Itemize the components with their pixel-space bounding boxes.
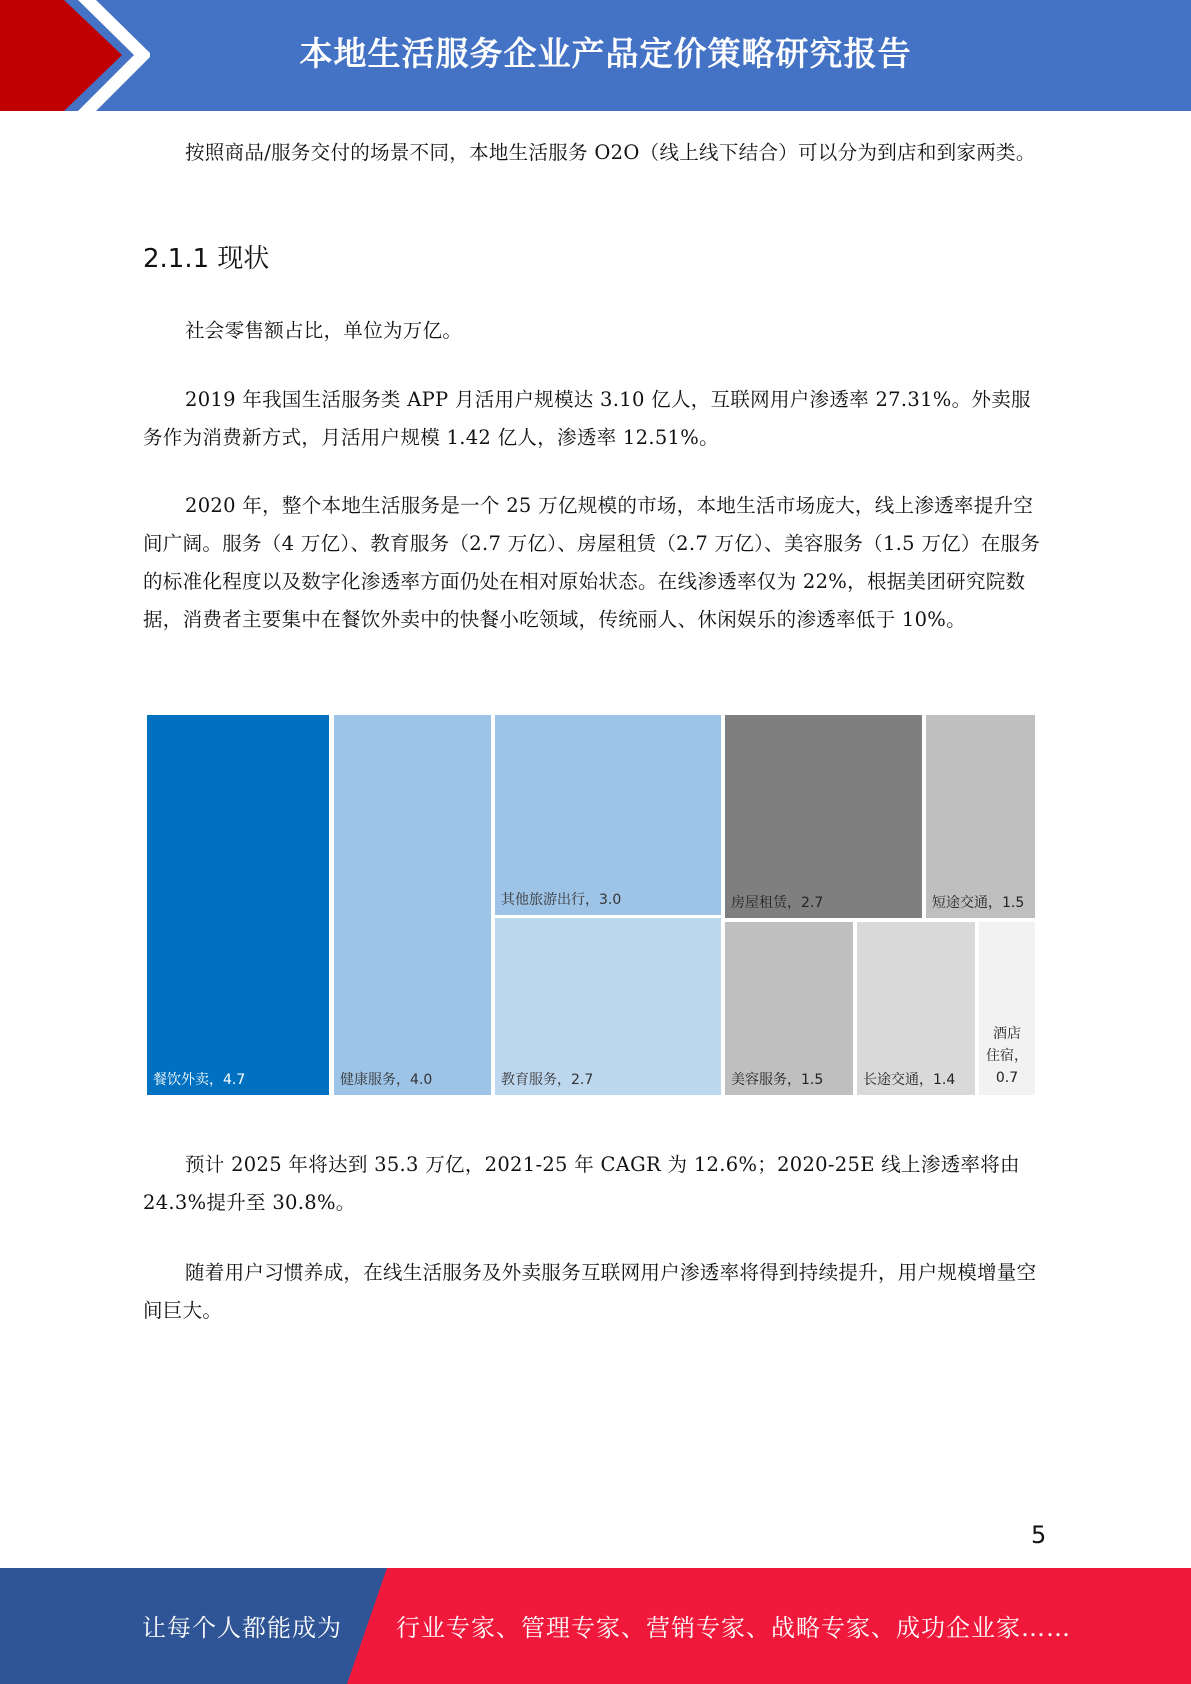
treemap-label-line: 酒店 [993,1026,1021,1042]
treemap-cell [147,715,329,1095]
treemap-label: 餐饮外卖，4.7 [153,1072,246,1088]
treemap-label: 美容服务，1.5 [731,1072,824,1088]
treemap-cell [979,922,1035,1095]
paragraph-2020-market: 2020 年，整个本地生活服务是一个 25 万亿规模的市场，本地生活市场庞大，线上渗透率提升空间广阔。服务（4 万亿）、教育服务（2.7 万亿）、房屋租赁（2.7 万亿）、美容服务（1.5 万亿）在服务的标准化程度以及数字化渗透率方面仍处在相对原始状态。在线渗透率仅为 22%，根据美团研究院数据，消费者主要集中在餐饮外卖中的快餐小吃领域，传统丽人、休闲娱乐的渗透率低于 10%。 [143,494,1041,631]
paragraph-2019-users: 2019 年我国生活服务类 APP 月活用户规模达 3.10 亿人，互联网用户渗透率 27.31%。外卖服务作为消费新方式，月活用户规模 1.42 亿人，渗透率 12.51%。 [143,388,1031,449]
report-title: 本地生活服务企业产品定价策略研究报告 [299,34,912,73]
page-header [0,0,1191,111]
treemap-label: 教育服务，2.7 [501,1072,594,1088]
page-footer [0,1568,1191,1684]
footer-slogan-right: 行业专家、管理专家、营销专家、战略专家、成功企业家…… [396,1614,1071,1642]
treemap-cell [495,918,721,1095]
treemap-label: 健康服务，4.0 [340,1072,433,1088]
treemap-label: 长途交通，1.4 [863,1072,956,1088]
section-heading: 2.1.1 现状 [143,244,270,274]
treemap-label-line: 住宿， [986,1048,1028,1064]
treemap-cell [334,715,491,1095]
treemap-cell [495,715,721,915]
treemap-cell [926,715,1035,918]
footer-slogan-left: 让每个人都能成为 [142,1614,342,1642]
treemap-cell [725,922,853,1095]
treemap-cell [725,715,922,918]
treemap-label [979,1023,1035,1089]
paragraph-retail-share: 社会零售额占比，单位为万亿。 [185,319,463,342]
market-treemap-chart [143,711,1041,1098]
paragraph-2025-forecast: 预计 2025 年将达到 35.3 万亿，2021-25 年 CAGR 为 12.6%；2020-25E 线上渗透率将由 24.3%提升至 30.8%。 [143,1153,1020,1214]
treemap-cell [857,922,975,1095]
treemap-label-line: 0.7 [995,1070,1019,1086]
page-number: 5 [1031,1521,1047,1549]
paragraph-user-growth: 随着用户习惯养成，在线生活服务及外卖服务互联网用户渗透率将得到持续提升，用户规模增量空间巨大。 [143,1261,1037,1322]
treemap-label: 其他旅游出行，3.0 [501,892,622,908]
treemap-label: 房屋租赁，2.7 [731,895,824,911]
intro-paragraph: 按照商品/服务交付的场景不同，本地生活服务 O2O（线上线下结合）可以分为到店和到家两类。 [185,141,1036,164]
treemap-label: 短途交通，1.5 [932,895,1025,911]
